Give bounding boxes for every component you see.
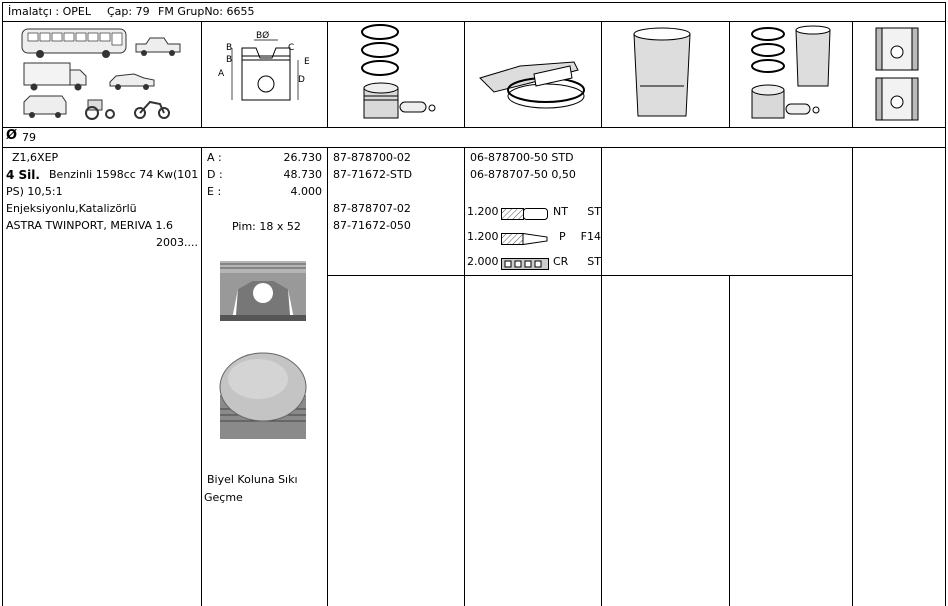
dim-bo-label: BØ (256, 31, 270, 41)
engine-desc-1: Benzinli 1598cc 74 Kw(101 (49, 168, 199, 181)
ring-row-3 (467, 255, 601, 271)
engine-years: 2003.... (156, 236, 198, 249)
ring-profile-p (501, 233, 549, 245)
dim-e-key: E : (207, 185, 222, 198)
engine-desc-2: PS) 10,5:1 (6, 185, 63, 198)
dim-d-label: D (298, 75, 305, 85)
ring-code-2[interactable]: 06-878707-50 0,50 (470, 168, 576, 181)
fitting-note-1: Biyel Koluna Sıkı (207, 473, 298, 486)
piston-section-icon (872, 24, 922, 124)
piston-code-2[interactable]: 87-71672-STD (333, 168, 413, 181)
engine-kit-icon (748, 24, 838, 124)
ring-code-1[interactable]: 06-878700-50 STD (470, 151, 574, 164)
engine-desc-3: Enjeksiyonlu,Katalizörlü (6, 202, 137, 215)
bore-symbol: Ø (6, 128, 18, 143)
group-label: FM GrupNo: 6655 (158, 5, 255, 18)
ring-profile-nt (501, 208, 549, 220)
dim-d-value: 48.730 (283, 168, 322, 181)
dim-c-label: C (288, 43, 295, 53)
piston-code-3[interactable]: 87-878707-02 (333, 202, 411, 215)
ring-row-1 (467, 205, 601, 221)
dim-e-label: E (304, 57, 310, 67)
ring-width: 2.000 (467, 255, 499, 268)
engine-code: Z1,6XEP (12, 151, 59, 164)
piston-dimensions-icon (214, 30, 314, 110)
piston-code-4[interactable]: 87-71672-050 (333, 219, 411, 232)
ring-width: 1.200 (467, 230, 499, 243)
ring-profile-cr (501, 258, 549, 270)
piston-side-photo (218, 259, 308, 321)
svg-text:B: B (226, 55, 233, 65)
manufacturer-label: İmalatçı : OPEL (8, 5, 91, 18)
ring-row-2 (467, 230, 601, 246)
ring-width: 1.200 (467, 205, 499, 218)
bore-row (2, 127, 946, 148)
dim-a-value: 26.730 (283, 151, 322, 164)
piston-code-1[interactable]: 87-878700-02 (333, 151, 411, 164)
vehicles-icon (18, 26, 188, 122)
bore-value: 79 (22, 131, 36, 144)
dim-a-key: A : (207, 151, 222, 164)
dim-e-value: 4.000 (290, 185, 322, 198)
piston-top-photo (218, 351, 308, 441)
ring-compressor-icon (474, 56, 592, 116)
ring-type: P (559, 230, 566, 243)
piston-ring-set-icon (350, 22, 450, 126)
dim-b-label: B (226, 43, 233, 53)
ring-coating: ST (587, 255, 601, 268)
dim-d-key: D : (207, 168, 223, 181)
ring-type: NT (553, 205, 568, 218)
ring-coating: ST (587, 205, 601, 218)
engine-models: ASTRA TWINPORT, MERIVA 1.6 (6, 219, 174, 232)
engine-cylinders: 4 Sil. (6, 168, 40, 182)
cylinder-liner-icon (630, 26, 694, 120)
bore-label: Çap: 79 (107, 5, 150, 18)
fitting-note-2: Geçme (204, 491, 243, 504)
ring-type: CR (553, 255, 569, 268)
pin-size: Pim: 18 x 52 (232, 220, 301, 233)
ring-coating: F14 (580, 230, 601, 243)
dim-a-label: A (218, 69, 225, 79)
